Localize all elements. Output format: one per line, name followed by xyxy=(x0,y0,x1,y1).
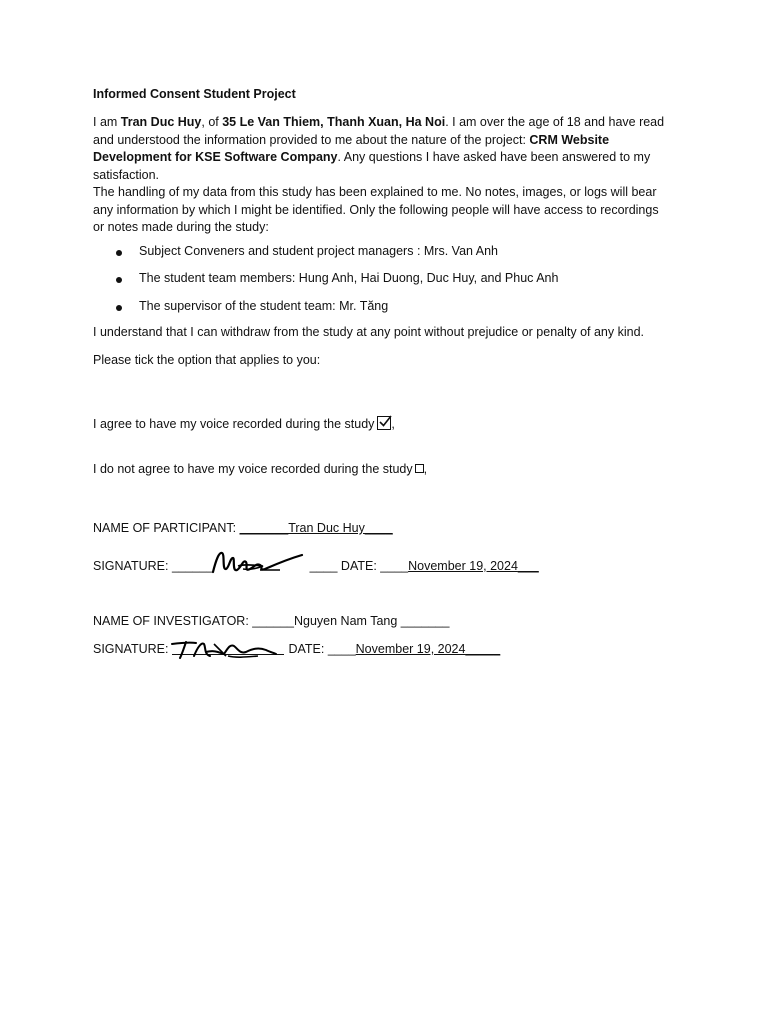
option-agree-label: I agree to have my voice recorded during the study xyxy=(93,417,375,431)
agree-checkbox[interactable] xyxy=(377,416,391,430)
withdraw-paragraph: I understand that I can withdraw from the study at any point without prejudice or penalty of any kind. xyxy=(93,325,645,339)
list-item xyxy=(93,243,673,261)
bullet-icon xyxy=(116,250,122,256)
intro-text-2: , of xyxy=(201,115,223,129)
intro-text-4: . Any questions I have asked have been answered to my satisfaction. xyxy=(93,150,651,182)
check-icon xyxy=(377,414,393,430)
participant-name-bold: Tran Duc Huy xyxy=(120,115,202,129)
list-item xyxy=(93,270,673,288)
participant-signature-trail: ____ DATE: ____ xyxy=(309,559,409,573)
intro-text-3: . I am over the age of 18 and have read and understood the information provided to me about the nature of the project: xyxy=(93,115,665,147)
list-item-text: The supervisor of the student team: Mr. Tăng xyxy=(139,298,389,313)
participant-date-trail: ___ xyxy=(517,559,539,573)
investigator-name-trail: _______ xyxy=(397,614,450,628)
list-item xyxy=(93,298,673,316)
consent-form xyxy=(93,86,673,369)
investigator-date-trail: _____ xyxy=(465,642,501,656)
investigator-name-label: NAME OF INVESTIGATOR: ______ xyxy=(93,614,294,628)
investigator-name-line xyxy=(93,613,449,631)
option-disagree xyxy=(93,461,427,479)
list-item-text: Subject Conveners and student project managers : Mrs. Van Anh xyxy=(139,243,498,258)
investigator-date: November 19, 2024 xyxy=(355,642,466,656)
participant-name-line xyxy=(93,520,393,538)
participant-signature-label: SIGNATURE: ______ xyxy=(93,559,214,573)
investigator-signature-line xyxy=(93,641,500,659)
participant-signature-image xyxy=(210,546,306,578)
document-title: Informed Consent Student Project xyxy=(93,87,296,101)
disagree-checkbox[interactable] xyxy=(415,464,424,473)
investigator-signature-trail: DATE: ____ xyxy=(288,642,356,656)
participant-name-label: NAME OF PARTICIPANT: xyxy=(93,521,237,535)
bullet-icon xyxy=(116,305,122,311)
data-handling-paragraph: The handling of my data from this study has been explained to me. No notes, images, or logs will bear any information by which I might be identified. Only the following people will have access to recordings or notes made during the study: xyxy=(93,185,659,234)
participant-signature-line xyxy=(93,558,539,576)
access-list xyxy=(93,243,673,316)
option-agree xyxy=(93,416,395,434)
participant-date: November 19, 2024 xyxy=(408,559,518,573)
option-disagree-suffix: , xyxy=(423,462,428,476)
participant-address-bold: 35 Le Van Thiem, Thanh Xuan, Ha Noi xyxy=(222,115,446,129)
intro-paragraph xyxy=(93,114,673,184)
option-disagree-label: I do not agree to have my voice recorded during the study xyxy=(93,462,413,476)
investigator-signature-label: SIGNATURE: xyxy=(93,642,169,656)
tick-prompt: Please tick the option that applies to you: xyxy=(93,352,321,367)
project-name-bold: CRM Website Development for KSE Software Company xyxy=(93,132,610,164)
investigator-signature-image xyxy=(166,638,278,660)
participant-name-value: _______Tran Duc Huy____ xyxy=(239,521,393,535)
investigator-name-value: Nguyen Nam Tang xyxy=(294,614,398,628)
intro-text-1: I am xyxy=(93,115,121,129)
bullet-icon xyxy=(116,277,122,283)
option-agree-suffix: , xyxy=(391,417,395,431)
list-item-text: The student team members: Hung Anh, Hai Duong, Duc Huy, and Phuc Anh xyxy=(139,271,559,285)
